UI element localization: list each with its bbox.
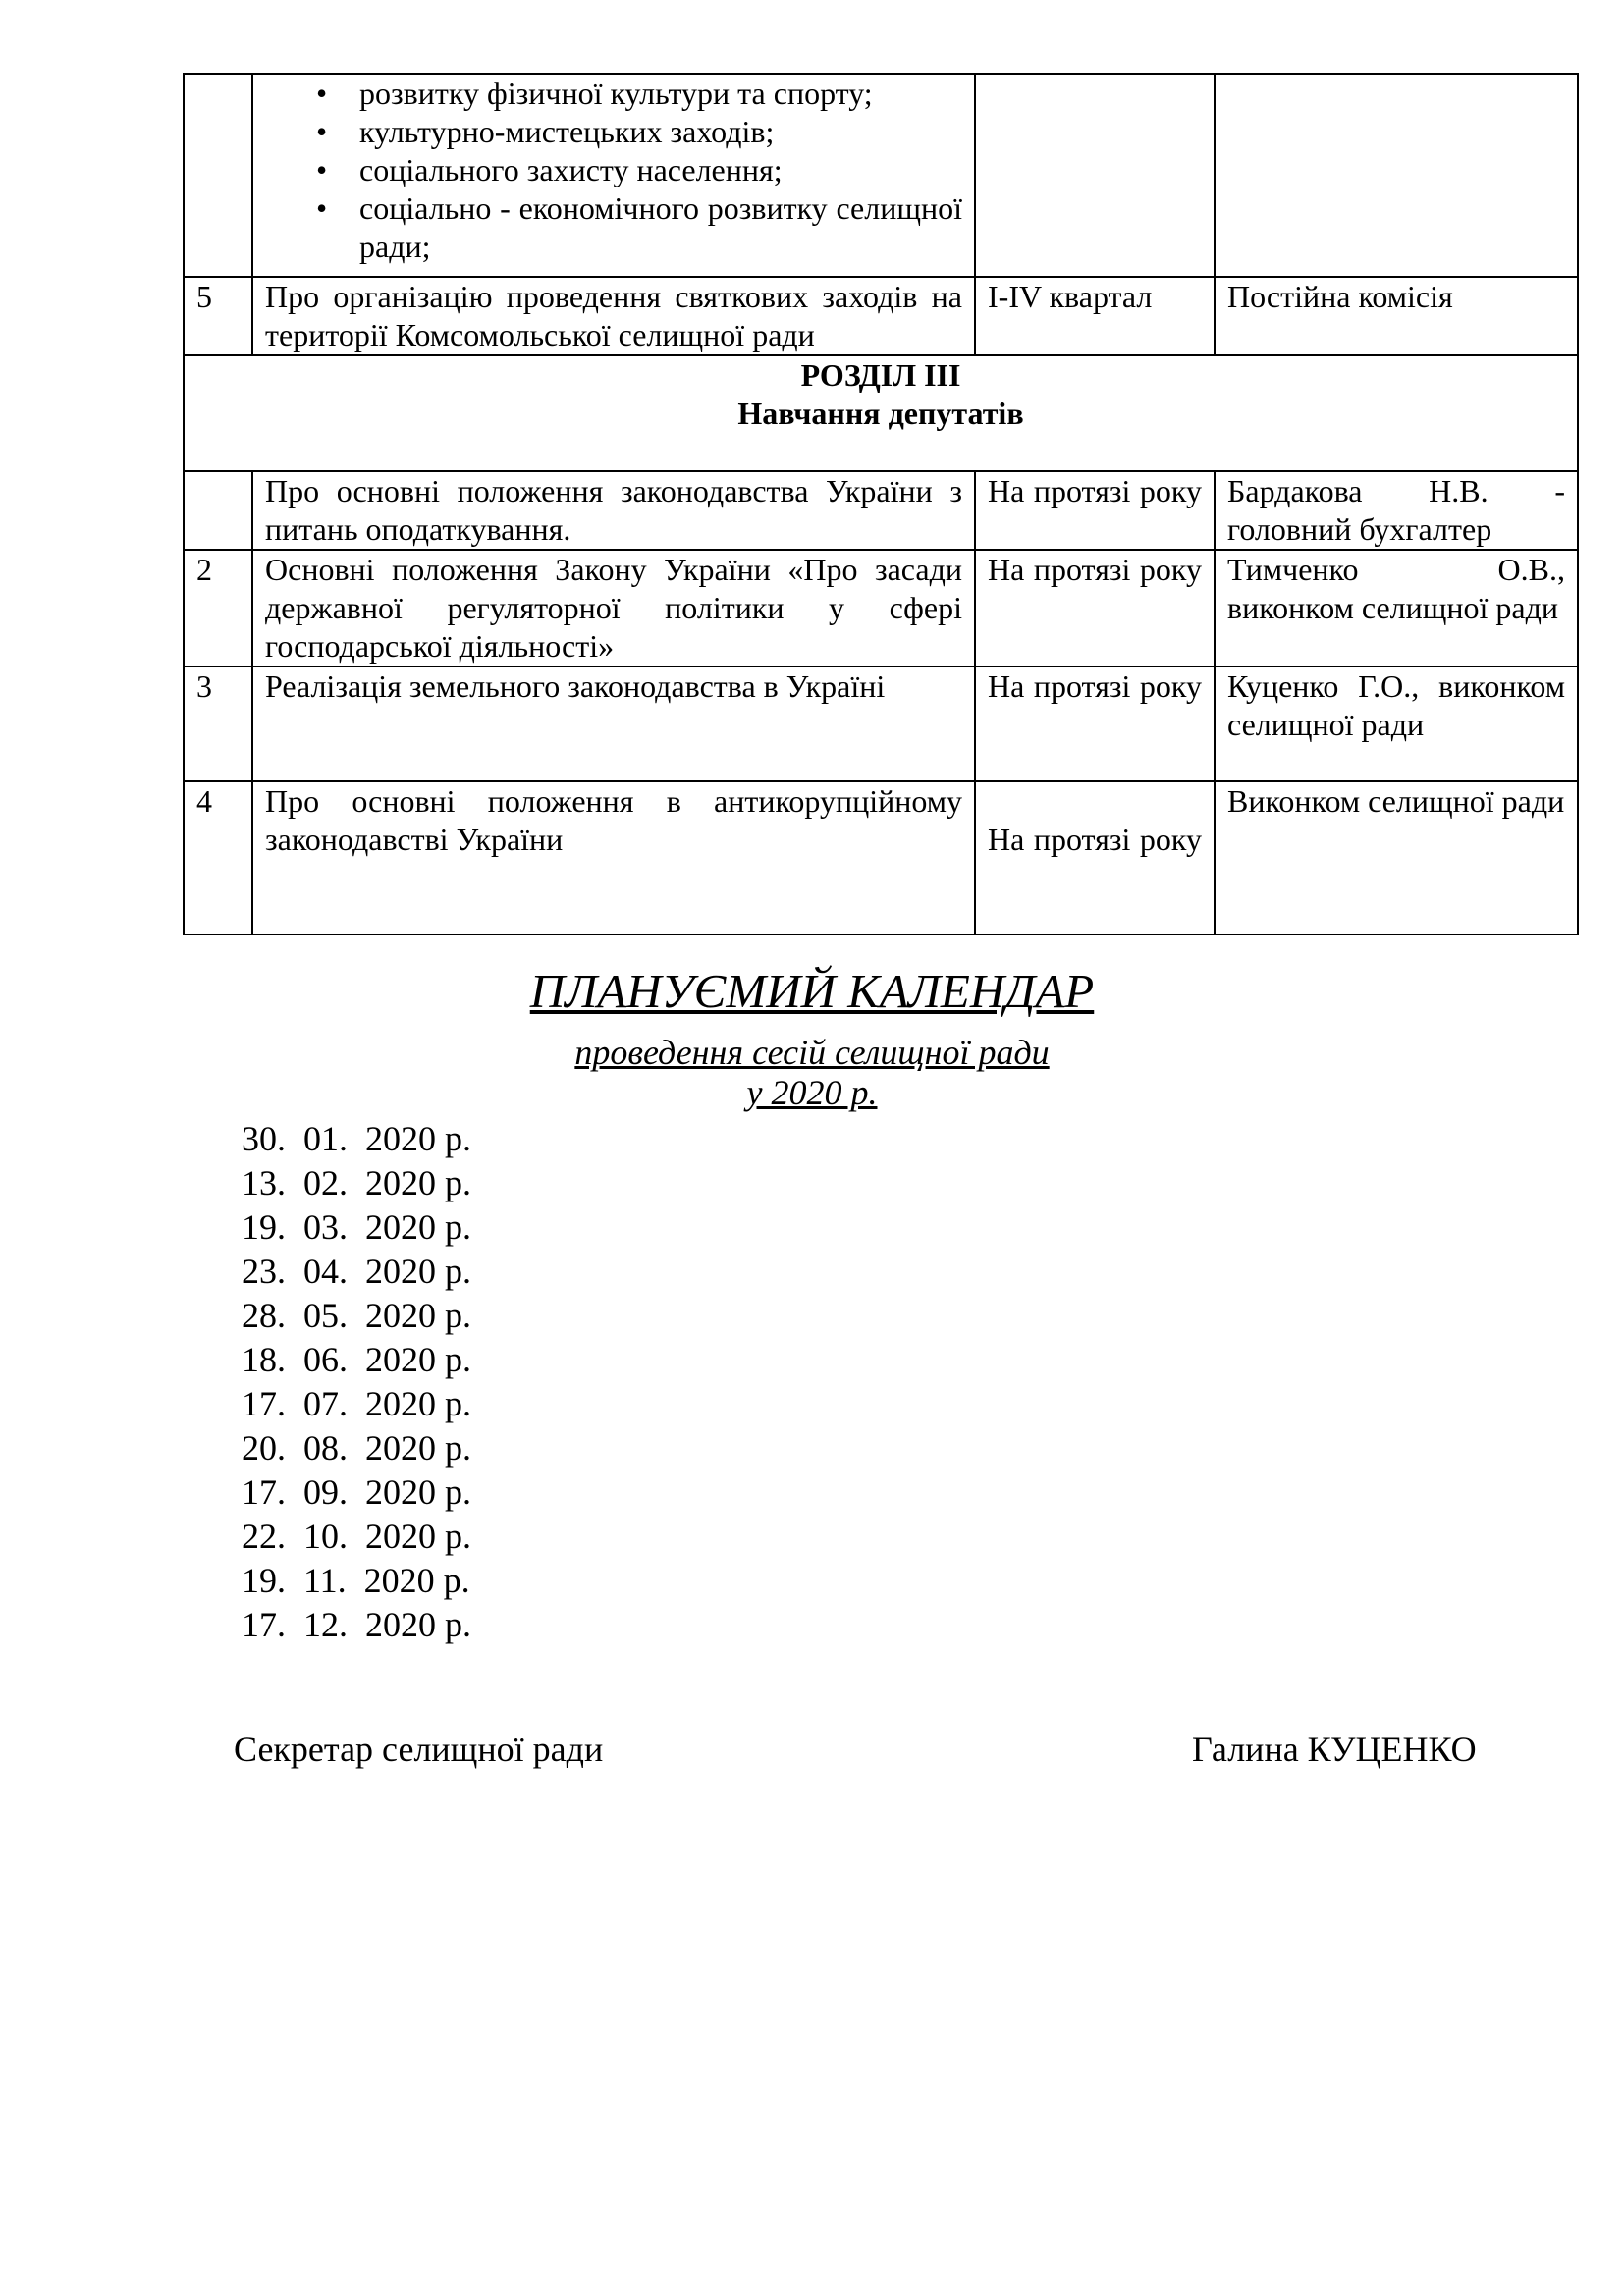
row-topic: Основні положення Закону України «Про засади державної регуляторної політики у сфері господарської діяльності» — [252, 550, 975, 667]
row-topic: Про основні положення в антикорупційному законодавстві України — [252, 781, 975, 934]
row-responsible: Куценко Г.О., виконком селищної ради — [1215, 667, 1578, 781]
plan-table — [183, 73, 1579, 935]
session-date: 13. 02. 2020 р. — [242, 1163, 471, 1202]
signature-position: Секретар селищної ради — [234, 1730, 604, 1769]
row-term: I-IV квартал — [975, 277, 1215, 355]
row-topic-cell — [252, 74, 975, 277]
row-responsible: Тимченко О.В., виконком селищної ради — [1215, 550, 1578, 667]
row-number: 5 — [184, 277, 252, 355]
row-topic: Про організацію проведення святкових заходів на території Комсомольської селищної ради — [252, 277, 975, 355]
section-subtitle: Навчання депутатів — [737, 396, 1024, 431]
section-title: РОЗДІЛ III — [800, 357, 961, 393]
table-row — [184, 471, 1578, 550]
session-date: 18. 06. 2020 р. — [242, 1340, 471, 1379]
table-row — [184, 550, 1578, 667]
row-responsible: Постійна комісія — [1215, 277, 1578, 355]
row-term-cell — [975, 74, 1215, 277]
session-date: 20. 08. 2020 р. — [242, 1428, 471, 1468]
section-header-cell — [184, 355, 1578, 471]
list-item: • розвитку фізичної культури та спорту; — [359, 75, 962, 113]
signature-name: Галина КУЦЕНКО — [1192, 1730, 1477, 1769]
session-date: 17. 09. 2020 р. — [242, 1472, 471, 1512]
session-date: 17. 12. 2020 р. — [242, 1605, 471, 1644]
bullet-list — [265, 75, 962, 266]
table-row-continued — [184, 74, 1578, 277]
row-term: На протязі року — [975, 550, 1215, 667]
table-row — [184, 277, 1578, 355]
row-number — [184, 471, 252, 550]
session-date: 23. 04. 2020 р. — [242, 1252, 471, 1291]
row-number: 2 — [184, 550, 252, 667]
session-date: 19. 03. 2020 р. — [242, 1207, 471, 1247]
session-dates-list — [242, 1117, 471, 1647]
session-date: 30. 01. 2020 р. — [242, 1119, 471, 1158]
row-responsible: Бардакова Н.В. - головний бухгалтер — [1215, 471, 1578, 550]
session-date: 17. 07. 2020 р. — [242, 1384, 471, 1423]
row-term: На протязі року — [975, 471, 1215, 550]
session-date: 22. 10. 2020 р. — [242, 1517, 471, 1556]
session-date: 19. 11. 2020 р. — [242, 1561, 470, 1600]
row-topic: Про основні положення законодавства України з питань оподаткування. — [252, 471, 975, 550]
list-item: • соціально - економічного розвитку селищної ради; — [359, 189, 962, 266]
table-row — [184, 781, 1578, 934]
row-term: На протязі року — [975, 781, 1215, 934]
row-resp-cell — [1215, 74, 1578, 277]
row-number-cell — [184, 74, 252, 277]
list-item: • культурно-мистецьких заходів; — [359, 113, 962, 151]
calendar-subtitle: проведення сесій селищної ради — [574, 1033, 1050, 1072]
section-header-row — [184, 355, 1578, 471]
row-topic: Реалізація земельного законодавства в Україні — [252, 667, 975, 781]
row-responsible: Виконком селищної ради — [1215, 781, 1578, 934]
calendar-year: у 2020 р. — [746, 1073, 878, 1112]
row-number: 3 — [184, 667, 252, 781]
list-item: • соціального захисту населення; — [359, 151, 962, 189]
row-number: 4 — [184, 781, 252, 934]
table-row — [184, 667, 1578, 781]
calendar-title: ПЛАНУЄМИЙ КАЛЕНДАР — [529, 964, 1095, 1018]
row-term: На протязі року — [975, 667, 1215, 781]
session-date: 28. 05. 2020 р. — [242, 1296, 471, 1335]
